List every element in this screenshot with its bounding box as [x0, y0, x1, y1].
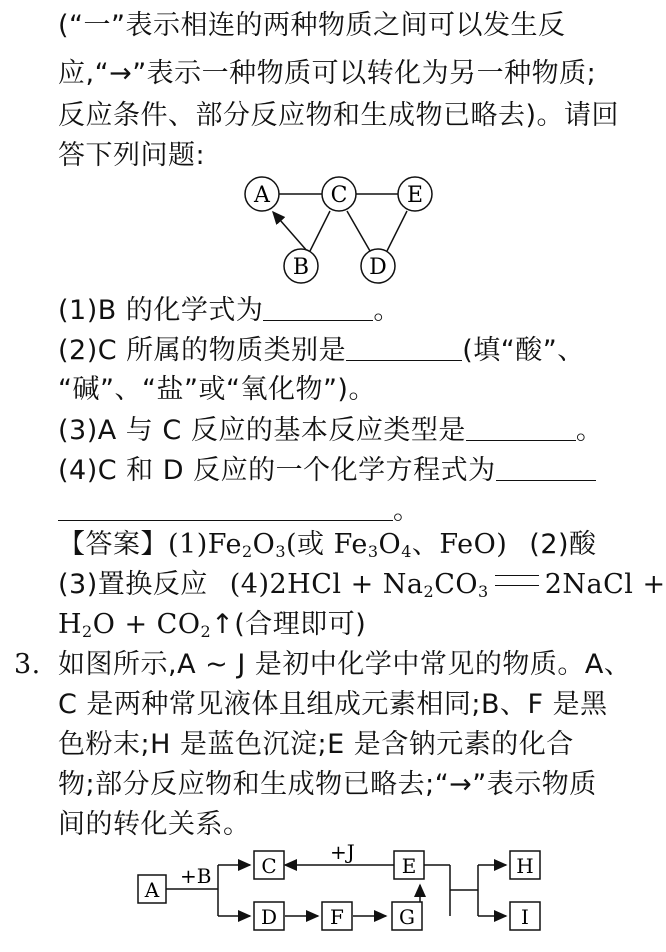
node-e: [398, 177, 432, 211]
q2-intro-line-4: 答下列问题:: [58, 140, 206, 171]
label-plus-b: +B: [180, 864, 212, 888]
a1-sub: 2: [241, 542, 253, 561]
box-e: [394, 851, 424, 879]
box-i: [510, 902, 540, 930]
a4-h: H: [58, 609, 83, 640]
a1-o: O: [252, 529, 276, 560]
a1-sub: 3: [275, 542, 286, 561]
a4-co: CO: [434, 569, 479, 600]
answer-2: (2)酸: [529, 529, 597, 560]
sub4-suffix: 。: [393, 495, 421, 526]
q2-sub-4: [58, 450, 596, 491]
a4-pre: (4)2HCl + Na: [229, 569, 424, 600]
a1-sub: 4: [401, 542, 412, 561]
a1-pre: (1)Fe: [168, 529, 242, 560]
svg-text:H: H: [516, 854, 534, 878]
node-b: [284, 249, 318, 283]
node-c: [322, 177, 356, 211]
answer-label: 【答案】: [58, 529, 168, 560]
q2-intro-line-2: 应,“→”表示一种物质可以转化为另一种物质;: [58, 58, 597, 89]
q2-intro-line-3: 反应条件、部分反应物和生成物已略去)。请回: [58, 100, 620, 131]
answer-line-2: [58, 565, 666, 605]
q2-intro-line-1: (“一”表示相连的两种物质之间可以发生反: [58, 10, 566, 41]
q3-line-2: C 是两种常见液体且组成元素相同;B、F 是黑: [58, 689, 608, 720]
svg-text:C: C: [261, 854, 277, 878]
sub1-suffix: 。: [373, 295, 401, 326]
a1-end: 、FeO): [411, 529, 508, 560]
answer-blank-3[interactable]: [466, 410, 576, 441]
box-d: [254, 902, 284, 930]
svg-text:D: D: [369, 255, 387, 280]
q3-line-3: 色粉末;H 是蓝色沉淀;E 是含钠元素的化合: [58, 729, 574, 760]
a4-sub: 3: [478, 582, 489, 601]
node-d: [361, 249, 395, 283]
answer-blank-4b[interactable]: [58, 490, 393, 521]
node-a: [245, 177, 279, 211]
svg-text:D: D: [260, 905, 278, 929]
q3-line-1: 如图所示,A ~ J 是初中化学中常见的物质。A、: [58, 649, 632, 680]
svg-text:I: I: [521, 905, 529, 929]
answer-blank-2[interactable]: [346, 330, 462, 361]
box-g: [392, 902, 422, 930]
q3-number: 3.: [14, 649, 41, 680]
flow-diagram: [130, 842, 550, 946]
answer-line-3: [58, 605, 366, 645]
svg-text:F: F: [330, 905, 344, 929]
q2-sub-3: [58, 410, 603, 451]
sub4-prefix: (4)C 和 D 反应的一个化学方程式为: [58, 455, 496, 486]
box-f: [322, 902, 352, 930]
a1-o: O: [378, 529, 402, 560]
box-a: [138, 875, 166, 903]
a4-end: ↑(合理即可): [211, 609, 367, 640]
label-plus-j: +J: [330, 840, 355, 864]
svg-text:C: C: [330, 183, 348, 208]
equals-sign: [495, 575, 539, 586]
box-h: [510, 851, 540, 879]
q3-line-4: 物;部分反应物和生成物已略去;“→”表示物质: [58, 769, 597, 800]
reaction-diagram: [230, 172, 450, 287]
a1-mid: (或 Fe: [286, 529, 368, 560]
svg-text:E: E: [401, 854, 417, 878]
sub2-prefix: (2)C 所属的物质类别是: [58, 335, 347, 366]
q2-sub-2: [58, 330, 585, 371]
a4-post: 2NaCl +: [544, 569, 666, 600]
a4-sub: 2: [423, 582, 435, 601]
a4-sub: 2: [82, 622, 93, 641]
q2-sub-2-cont: “碱”、“盐”或“氧化物”)。: [58, 374, 376, 405]
q3-line-5: 间的转化关系。: [58, 809, 251, 840]
answer-blank-1[interactable]: [263, 290, 373, 321]
a4-sub: 2: [200, 622, 212, 641]
a1-sub: 3: [367, 542, 379, 561]
answer-blank-4a[interactable]: [496, 450, 596, 481]
svg-text:A: A: [144, 878, 160, 902]
svg-text:G: G: [399, 905, 415, 929]
sub3-prefix: (3)A 与 C 反应的基本反应类型是: [58, 415, 466, 446]
answer-3: (3)置换反应: [58, 569, 208, 600]
sub3-suffix: 。: [575, 415, 604, 446]
answer-line-1: [58, 525, 597, 565]
a4-mid: O + CO: [92, 609, 201, 640]
sub1-prefix: (1)B 的化学式为: [58, 295, 264, 326]
svg-text:E: E: [406, 183, 424, 208]
box-c: [254, 851, 284, 879]
sub2-suffix: (填“酸”、: [462, 335, 585, 366]
svg-text:B: B: [292, 255, 310, 280]
q2-sub-1: [58, 290, 401, 331]
svg-text:A: A: [254, 183, 270, 208]
